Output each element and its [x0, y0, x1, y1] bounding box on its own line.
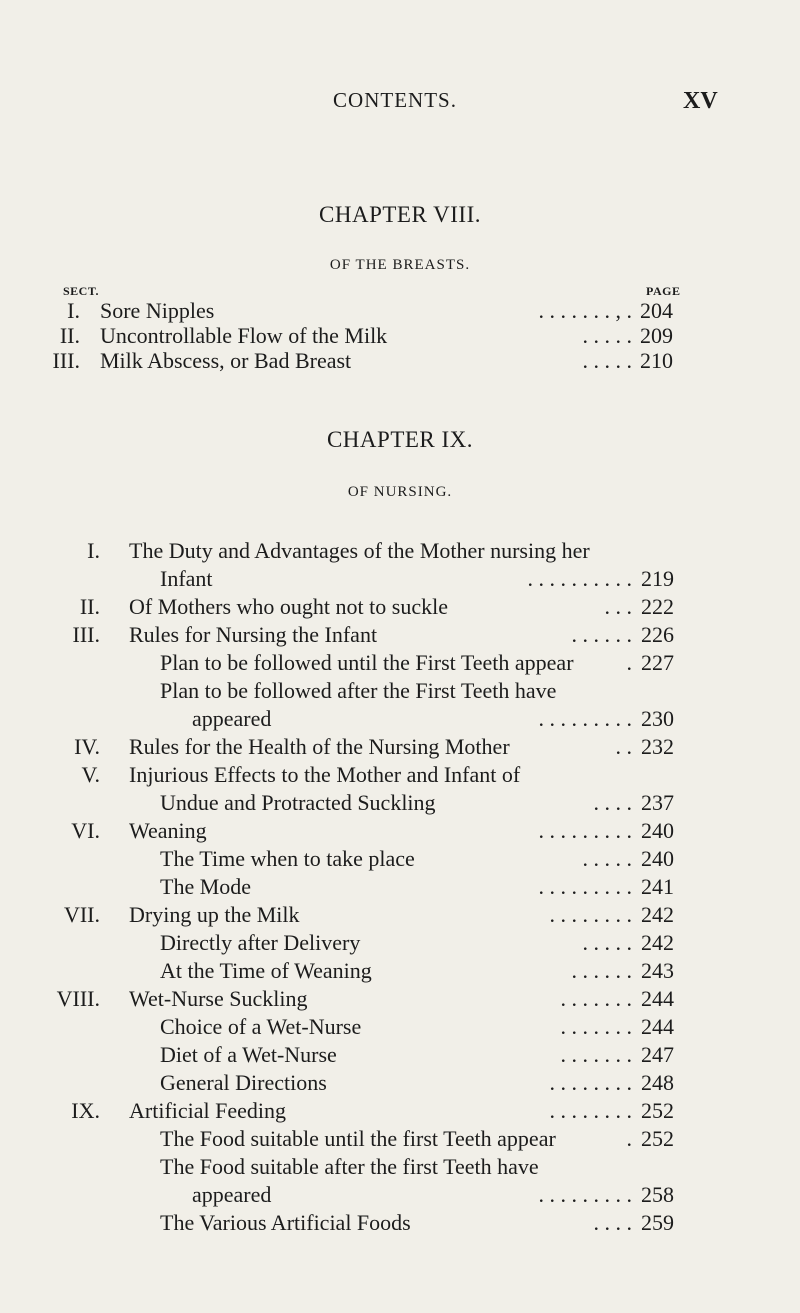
- sect-column-label: SECT.: [63, 284, 99, 298]
- toc-entry-page-number: 222: [641, 594, 674, 619]
- toc-entry-dot-leader: . . . . . . .: [560, 1042, 632, 1067]
- toc-entry-section-number: I.: [87, 538, 100, 563]
- toc-entry-dot-leader: . . . . .: [582, 323, 632, 348]
- toc-entry: [0, 566, 800, 594]
- toc-entry-dot-leader: . . . . .: [582, 846, 632, 871]
- toc-entry-page-number: 243: [641, 958, 674, 983]
- toc-entry-page-number: 247: [641, 1042, 674, 1067]
- toc-entry-title: Diet of a Wet-Nurse: [160, 1042, 337, 1067]
- toc-entry-dot-leader: . . . . . . . .: [549, 1070, 632, 1095]
- toc-entry-section-number: VIII.: [56, 986, 100, 1011]
- toc-entry-title: Rules for Nursing the Infant: [129, 622, 378, 647]
- toc-entry-title: At the Time of Weaning: [160, 958, 372, 983]
- toc-entry: [0, 930, 800, 958]
- toc-entry-page-number: 204: [640, 298, 673, 323]
- toc-entry-title: appeared: [192, 1182, 272, 1207]
- running-header-page-number: XV: [683, 88, 718, 114]
- toc-entry: [0, 986, 800, 1014]
- toc-entry-title: Undue and Protracted Suckling: [160, 790, 436, 815]
- toc-entry-title: The Mode: [160, 874, 252, 899]
- toc-entry-title: The Food suitable after the first Teeth have: [160, 1154, 539, 1179]
- page-column-label: PAGE: [646, 284, 681, 298]
- toc-entry-title: Injurious Effects to the Mother and Infant of: [129, 762, 521, 787]
- toc-entry-title: appeared: [192, 706, 272, 731]
- toc-entry-title: The Various Artificial Foods: [160, 1210, 411, 1235]
- toc-entry-dot-leader: . . . . . . . . . .: [527, 566, 632, 591]
- toc-entry-dot-leader: . . . . . . . . .: [538, 874, 632, 899]
- toc-entry-section-number: II.: [59, 323, 80, 348]
- toc-entry-page-number: 210: [640, 348, 673, 373]
- toc-entry-title: Infant: [160, 566, 213, 591]
- toc-entry-title: Choice of a Wet-Nurse: [160, 1014, 362, 1039]
- toc-entry-title: Artificial Feeding: [129, 1098, 287, 1123]
- toc-entry-title: The Food suitable until the first Teeth appear: [160, 1126, 556, 1151]
- toc-entry: [0, 1070, 800, 1098]
- toc-entry-page-number: 242: [641, 902, 674, 927]
- toc-entry-section-number: IV.: [74, 734, 100, 759]
- toc-entry-title: Milk Abscess, or Bad Breast: [100, 348, 352, 373]
- toc-entry-dot-leader: . . . . . . .: [560, 986, 632, 1011]
- toc-entry: [0, 323, 800, 351]
- toc-entry-section-number: II.: [79, 594, 100, 619]
- toc-entry-title: The Duty and Advantages of the Mother nursing her: [129, 538, 590, 563]
- toc-entry-title: Plan to be followed until the First Teeth appear: [160, 650, 574, 675]
- toc-entry: [0, 1182, 800, 1210]
- toc-entry-page-number: 248: [641, 1070, 674, 1095]
- toc-entry: [0, 902, 800, 930]
- chapter-8-title: CHAPTER VIII.: [319, 202, 481, 227]
- toc-entry-dot-leader: . . . . . .: [571, 958, 632, 983]
- toc-entry: [0, 762, 800, 790]
- toc-entry-dot-leader: . . . . . . . .: [549, 1098, 632, 1123]
- toc-entry-dot-leader: . . . . . . . , .: [538, 298, 632, 323]
- toc-entry-page-number: 240: [641, 818, 674, 843]
- toc-entry: [0, 958, 800, 986]
- toc-entry-section-number: III.: [52, 348, 80, 373]
- toc-entry: [0, 846, 800, 874]
- toc-entry-title: Rules for the Health of the Nursing Mother: [129, 734, 510, 759]
- toc-entry-dot-leader: . . . . . . . . .: [538, 1182, 632, 1207]
- toc-entry-page-number: 227: [641, 650, 674, 675]
- toc-entry-title: Plan to be followed after the First Teeth have: [160, 678, 557, 703]
- toc-entry-title: Wet-Nurse Suckling: [129, 986, 308, 1011]
- toc-entry-section-number: III.: [72, 622, 100, 647]
- toc-entry-title: Drying up the Milk: [129, 902, 300, 927]
- toc-entry-title: The Time when to take place: [160, 846, 415, 871]
- toc-entry-page-number: 252: [641, 1098, 674, 1123]
- toc-entry-page-number: 209: [640, 323, 673, 348]
- toc-entry-dot-leader: . . . . . . . . .: [538, 818, 632, 843]
- toc-entry-section-number: VII.: [63, 902, 100, 927]
- chapter-9-subtitle: OF NURSING.: [347, 484, 453, 500]
- toc-entry-dot-leader: . . . . . .: [571, 622, 632, 647]
- toc-entry-page-number: 226: [641, 622, 674, 647]
- toc-entry-page-number: 232: [641, 734, 674, 759]
- toc-entry: [0, 818, 800, 846]
- chapter-9-title: CHAPTER IX.: [326, 427, 474, 452]
- toc-entry-dot-leader: . . . .: [593, 1210, 632, 1235]
- toc-entry: [0, 298, 800, 326]
- toc-entry-page-number: 252: [641, 1126, 674, 1151]
- toc-entry-title: Sore Nipples: [100, 298, 215, 323]
- toc-entry-dot-leader: . . .: [604, 594, 632, 619]
- toc-entry-dot-leader: .: [626, 1126, 632, 1151]
- toc-entry: [0, 348, 800, 376]
- toc-entry-page-number: 244: [641, 986, 674, 1011]
- toc-entry: [0, 1210, 800, 1238]
- toc-entry: [0, 678, 800, 706]
- toc-entry-page-number: 258: [641, 1182, 674, 1207]
- toc-entry-page-number: 230: [641, 706, 674, 731]
- toc-entry-dot-leader: . . . . . . .: [560, 1014, 632, 1039]
- toc-entry: [0, 874, 800, 902]
- toc-entry-dot-leader: . . . . . . . . .: [538, 706, 632, 731]
- toc-entry-section-number: V.: [81, 762, 100, 787]
- toc-entry: [0, 1042, 800, 1070]
- toc-entry-title: General Directions: [160, 1070, 327, 1095]
- toc-entry: [0, 1154, 800, 1182]
- toc-entry-page-number: 259: [641, 1210, 674, 1235]
- toc-entry-page-number: 219: [641, 566, 674, 591]
- toc-entry-dot-leader: . .: [615, 734, 632, 759]
- toc-entry-section-number: VI.: [71, 818, 100, 843]
- toc-entry: [0, 594, 800, 622]
- toc-entry: [0, 1126, 800, 1154]
- toc-entry-dot-leader: . . . . . . . .: [549, 902, 632, 927]
- toc-entry-page-number: 244: [641, 1014, 674, 1039]
- running-header-title: CONTENTS.: [333, 88, 457, 112]
- toc-entry-title: Of Mothers who ought not to suckle: [129, 594, 448, 619]
- toc-entry-page-number: 241: [641, 874, 674, 899]
- toc-entry: [0, 706, 800, 734]
- toc-entry-section-number: IX.: [71, 1098, 100, 1123]
- toc-entry-page-number: 237: [641, 790, 674, 815]
- toc-entry: [0, 1014, 800, 1042]
- toc-entry: [0, 622, 800, 650]
- toc-entry-dot-leader: .: [626, 650, 632, 675]
- toc-entry-page-number: 240: [641, 846, 674, 871]
- toc-entry-dot-leader: . . . . .: [582, 348, 632, 373]
- toc-entry: [0, 538, 800, 566]
- toc-entry-title: Uncontrollable Flow of the Milk: [100, 323, 388, 348]
- toc-entry: [0, 734, 800, 762]
- toc-entry-page-number: 242: [641, 930, 674, 955]
- toc-entry: [0, 650, 800, 678]
- toc-entry-title: Directly after Delivery: [160, 930, 361, 955]
- toc-entry-dot-leader: . . . .: [593, 790, 632, 815]
- toc-entry-title: Weaning: [129, 818, 207, 843]
- toc-entry-dot-leader: . . . . .: [582, 930, 632, 955]
- toc-entry: [0, 790, 800, 818]
- toc-entry: [0, 1098, 800, 1126]
- chapter-8-subtitle: OF THE BREASTS.: [329, 257, 471, 273]
- toc-entry-section-number: I.: [67, 298, 80, 323]
